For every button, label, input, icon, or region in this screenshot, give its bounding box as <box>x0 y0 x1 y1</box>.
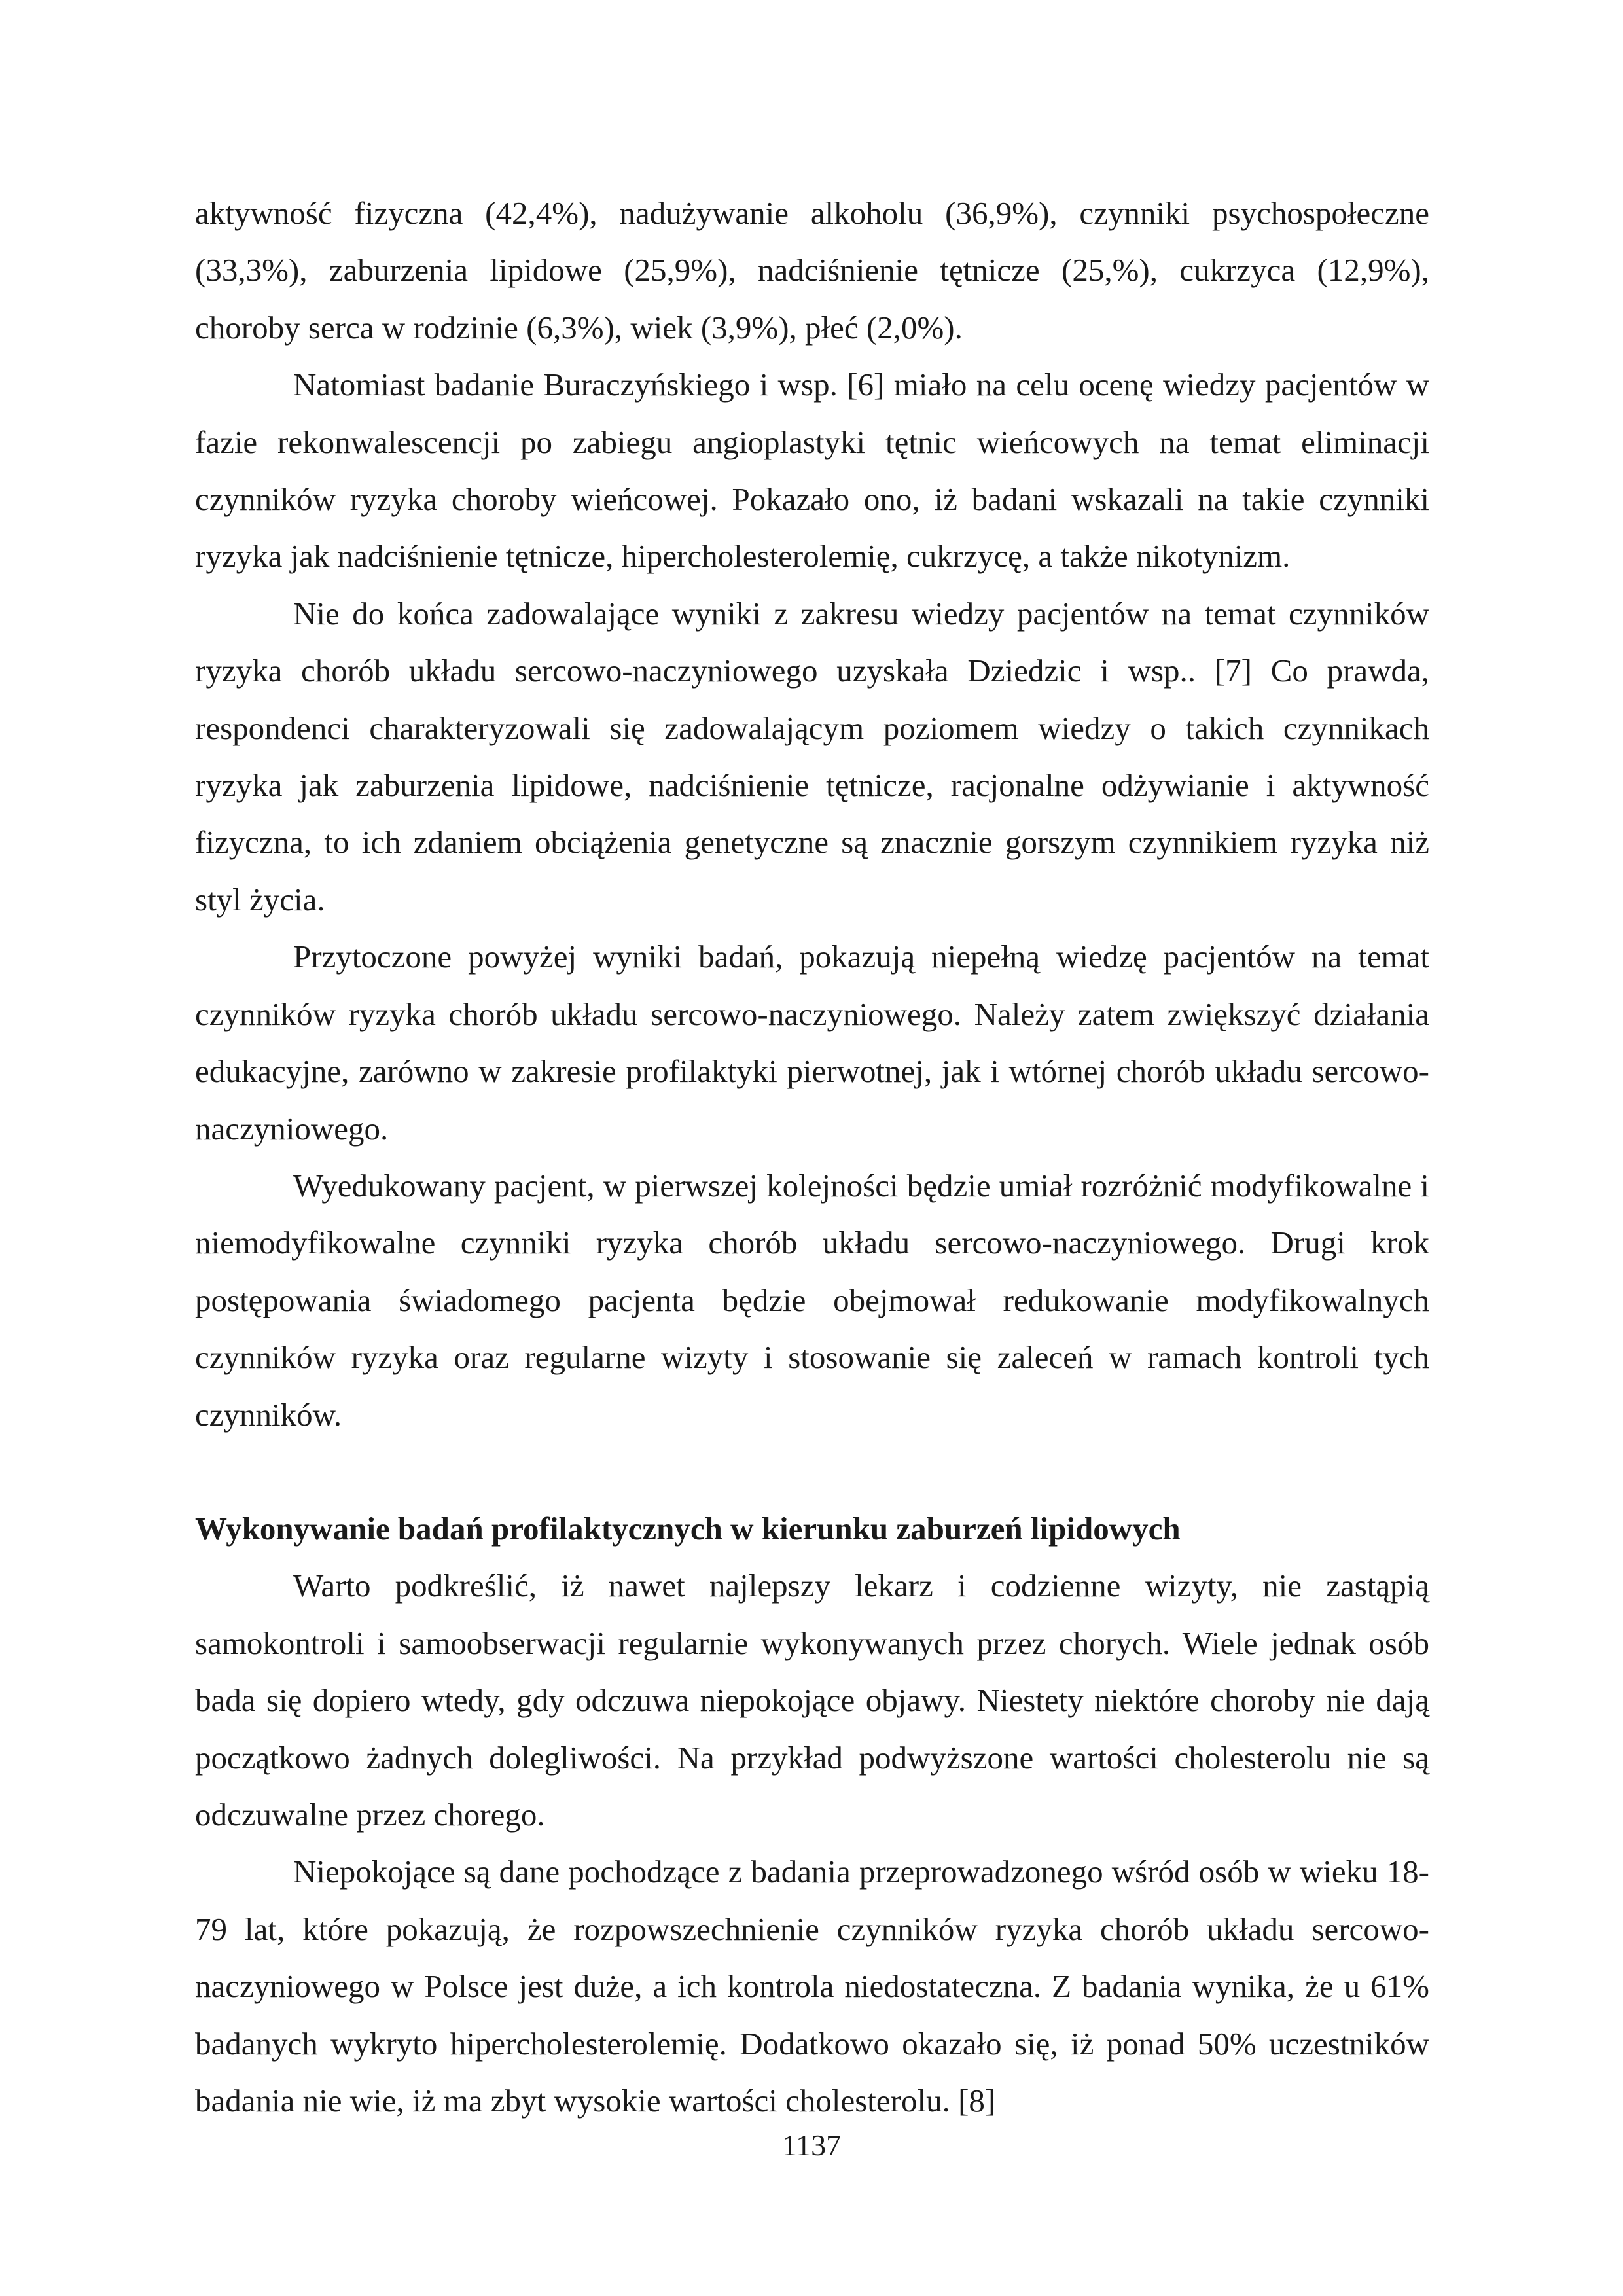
paragraph-risk-factors-continued: aktywność fizyczna (42,4%), nadużywanie alkoholu (36,9%), czynniki psychospołeczne (33,3%), zaburzenia lipidowe (25,9%), nadciśnienie tętnicze (25,%), cukrzyca (12,9%), choroby serca w rodzinie (6,3%), wiek (3,9%), płeć (2,0%). <box>195 195 1429 346</box>
body-text <box>195 185 1429 2129</box>
paragraph-summary: Przytoczone powyżej wyniki badań, pokazują niepełną wiedzę pacjentów na temat czynników ryzyka chorób układu sercowo-naczyniowego. Należy zatem zwiększyć działania edukacyjne, zarówno w zakresie profilaktyki pierwotnej, jak i wtórnej chorób układu sercowo-naczyniowego. <box>195 939 1429 1147</box>
page-number: 1137 <box>781 2128 842 2162</box>
paragraph-educated-patient: Wyedukowany pacjent, w pierwszej kolejności będzie umiał rozróżnić modyfikowalne i niemodyfikowalne czynniki ryzyka chorób układu sercowo-naczyniowego. Drugi krok postępowania świadomego pacjenta będzie obejmował redukowanie modyfikowalnych czynników ryzyka oraz regularne wizyty i stosowanie się zaleceń w ramach kontroli tych czynników. <box>195 1167 1429 1433</box>
section-heading: Wykonywanie badań profilaktycznych w kierunku zaburzeń lipidowych <box>195 1510 1181 1547</box>
paragraph-study-data: Niepokojące są dane pochodzące z badania przeprowadzonego wśród osób w wieku 18-79 lat, które pokazują, że rozpowszechnienie czynników ryzyka chorób układu sercowo-naczyniowego w Polsce jest duże, a ich kontrola niedostateczna. Z badania wynika, że u 61% badanych wykryto hipercholesterolemię. Dodatkowo okazało się, iż ponad 50% uczestników badania nie wie, iż ma zbyt wysokie wartości cholesterolu. [8] <box>195 1854 1429 2119</box>
paragraph-self-control: Warto podkreślić, iż nawet najlepszy lekarz i codzienne wizyty, nie zastąpią samokontroli i samoobserwacji regularnie wykonywanych przez chorych. Wiele jednak osób bada się dopiero wtedy, gdy odczuwa niepokojące objawy. Niestety niektóre choroby nie dają początkowo żadnych dolegliwości. Na przykład podwyższone wartości cholesterolu nie są odczuwalne przez chorego. <box>195 1568 1429 1833</box>
paragraph-dziedzic-study: Nie do końca zadowalające wyniki z zakresu wiedzy pacjentów na temat czynników ryzyka chorób układu sercowo-naczyniowego uzyskała Dziedzic i wsp.. [7] Co prawda, respondenci charakteryzowali się zadowalającym poziomem wiedzy o takich czynnikach ryzyka jak zaburzenia lipidowe, nadciśnienie tętnicze, racjonalne odżywianie i aktywność fizyczna, to ich zdaniem obciążenia genetyczne są znacznie gorszym czynnikiem ryzyka niż styl życia. <box>195 595 1429 918</box>
paragraph-buraczynski-study: Natomiast badanie Buraczyńskiego i wsp. [6] miało na celu ocenę wiedzy pacjentów w fazie rekonwalescencji po zabiegu angioplastyki tętnic wieńcowych na temat eliminacji czynników ryzyka choroby wieńcowej. Pokazało ono, iż badani wskazali na takie czynniki ryzyka jak nadciśnienie tętnicze, hipercholesterolemię, cukrzycę, a także nikotynizm. <box>195 367 1429 575</box>
